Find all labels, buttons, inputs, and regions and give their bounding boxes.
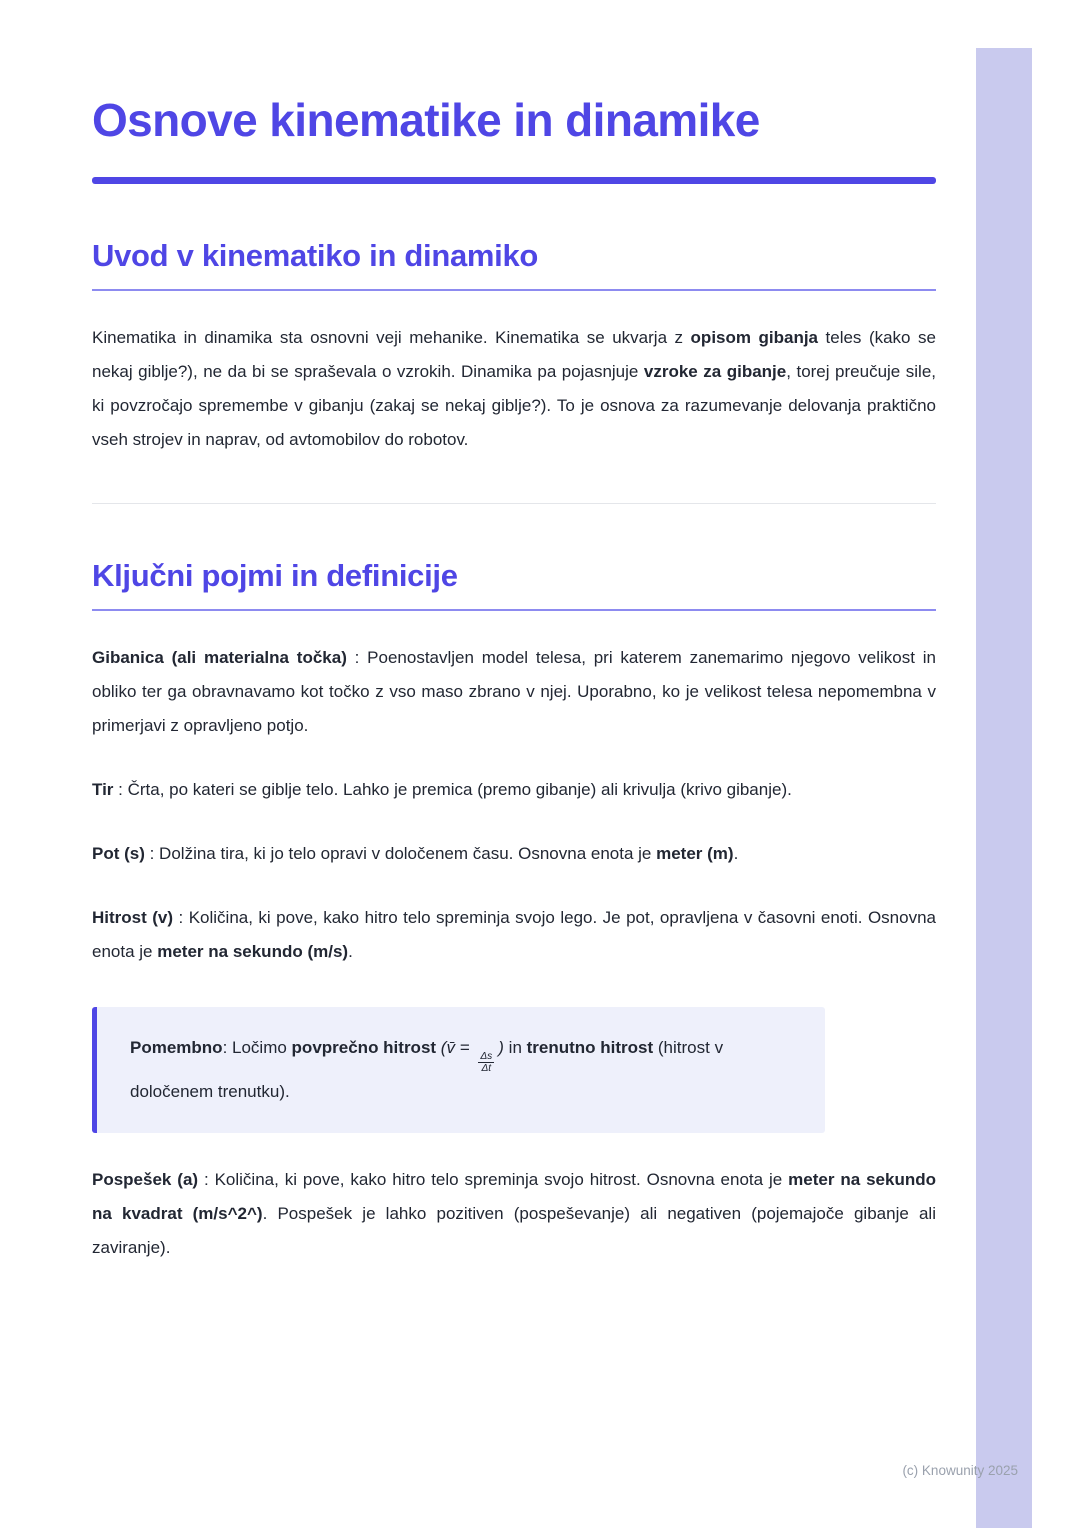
paragraph-intro: Kinematika in dinamika sta osnovni veji mehanike. Kinematika se ukvarja z opisom gibanja teles (kako se nekaj giblje?), ne da bi se spraševala o vzrokih. Dinamika pa pojasnjuje vzroke za gibanje, torej preučuje sile, ki povzročajo spremembe v gibanju (zakaj se nekaj giblje?). To je osnova za razumevanje delovanja praktično vseh strojev in naprav, od avtomobilov do robotov. xyxy=(92,328,937,450)
title-divider xyxy=(92,177,936,184)
fraction: $\frac{\Delta s}{\Delta t}$ xyxy=(480,1050,493,1075)
section-heading-kljucni-pojmi: Ključni pojmi in definicije xyxy=(92,558,458,594)
callout-text: Pomembno: Ločimo povprečno hitrost (v̄ = $\frac{\Delta s}{\Delta t}$ ) in trenutno hitrost (hitrost v določenem trenutku). xyxy=(130,1038,724,1102)
paragraph-pot: Pot (s) : Dolžina tira, ki jo telo opravi v določenem času. Osnovna enota je meter (m). xyxy=(92,844,739,864)
section-heading-uvod: Uvod v kinematiko in dinamiko xyxy=(92,238,539,274)
heading-underline xyxy=(92,289,936,291)
section-uvod xyxy=(92,238,936,457)
document-content xyxy=(92,92,936,1265)
paragraph-hitrost: Hitrost (v) : Količina, ki pove, kako hitro telo spreminja svojo lego. Je pot, opravljena v časovni enoti. Osnovna enota je meter na sekundo (m/s). xyxy=(92,908,936,962)
footer-credit: (c) Knowunity 2025 xyxy=(902,1463,1018,1478)
paragraph-tir: Tir : Črta, po kateri se giblje telo. Lahko je premica (premo gibanje) ali krivulja (krivo gibanje). xyxy=(92,780,792,800)
document-title: Osnove kinematike in dinamike xyxy=(92,94,760,146)
decorative-right-stripe xyxy=(976,48,1032,1528)
callout-pomembno xyxy=(92,1007,825,1133)
section-kljucni-pojmi xyxy=(92,558,936,1265)
section-divider xyxy=(92,503,936,504)
paragraph-gibanica: Gibanica (ali materialna točka) : Poenostavljen model telesa, pri katerem zanemarimo njegovo velikost in obliko ter ga obravnavamo kot točko z vso maso zbrano v njej. Uporabno, ko je velikost telesa nepomembna v primerjavi z opravljeno potjo. xyxy=(92,648,936,736)
paragraph-pospesek: Pospešek (a) : Količina, ki pove, kako hitro telo spreminja svojo hitrost. Osnovna enota je meter na sekundo na kvadrat (m/s^2^). Pospešek je lahko pozitiven (pospeševanje) ali negativen (pojemajoče gibanje ali zaviranje). xyxy=(92,1170,936,1258)
heading-underline xyxy=(92,609,936,611)
